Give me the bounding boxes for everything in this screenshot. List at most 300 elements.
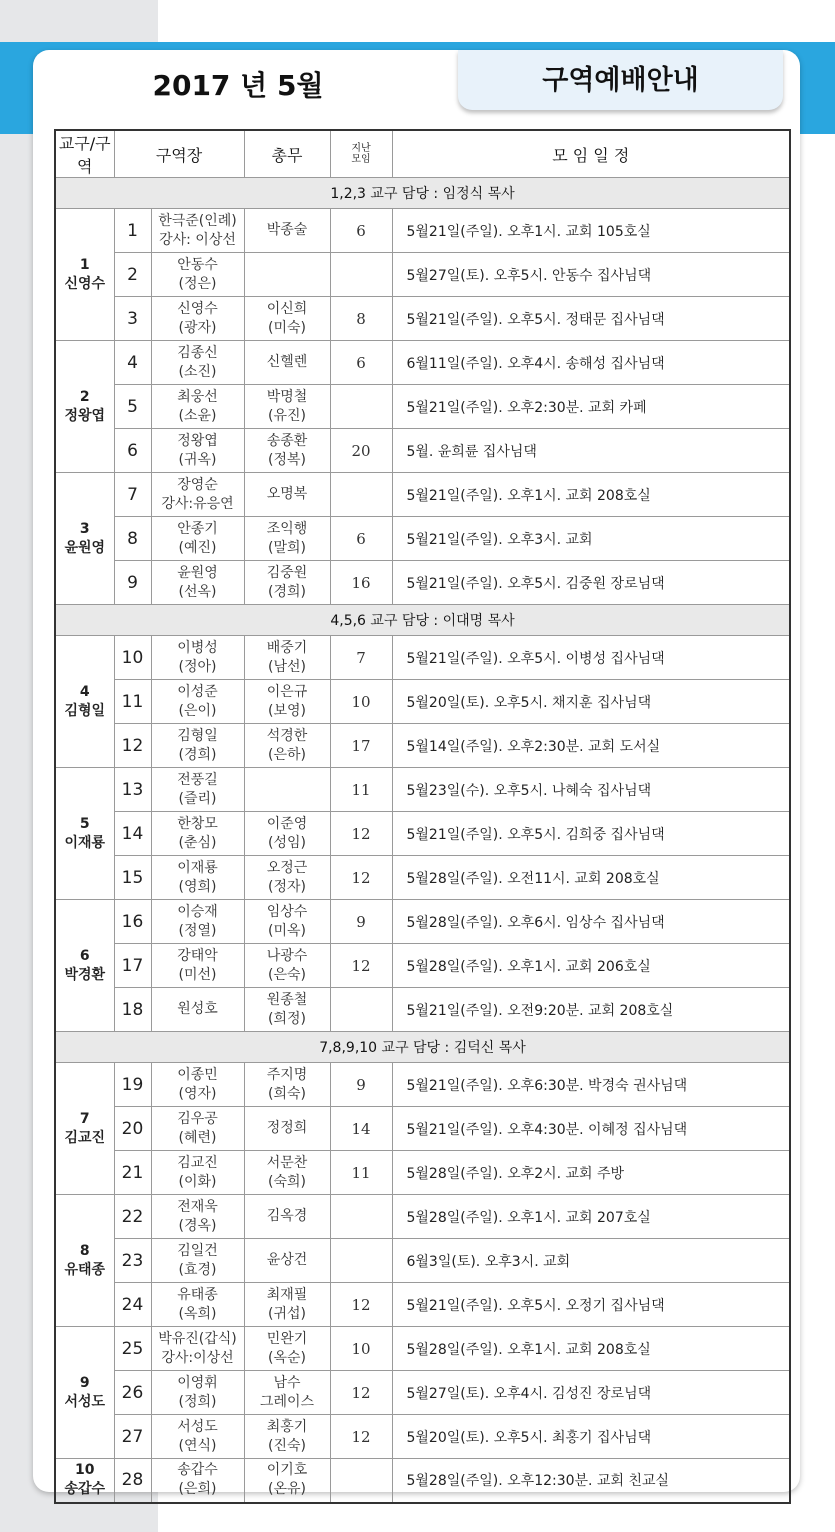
leader-name: 강태악 [177, 947, 218, 964]
last-meeting-count: 9 [330, 900, 392, 944]
leader-cell [151, 517, 244, 561]
section-header: 4,5,6 교구 담당 : 이대명 목사 [55, 605, 790, 636]
meeting-schedule: 5월21일(주일). 오후5시. 이병성 집사님댁 [392, 636, 790, 680]
secretary-cell [244, 385, 330, 429]
leader-name: 전풍길 [177, 771, 218, 788]
secretary-name: 주지명 [266, 1066, 308, 1083]
last-meeting-count: 12 [330, 812, 392, 856]
leader-name: 이성준 [177, 683, 218, 700]
leader-cell [151, 1415, 244, 1459]
meeting-schedule: 5월21일(주일). 오후3시. 교회 [392, 517, 790, 561]
leader-name: (효경) [178, 1261, 217, 1278]
secretary-cell [244, 1415, 330, 1459]
group-number: 16 [114, 900, 151, 944]
section-header-row [55, 1032, 790, 1063]
leader-cell [151, 341, 244, 385]
table-row [55, 1151, 790, 1195]
secretary-cell [244, 297, 330, 341]
secretary-name: (희숙) [268, 1085, 306, 1102]
leader-name: 장영순 [177, 476, 218, 493]
group-number: 19 [114, 1063, 151, 1107]
table-row [55, 341, 790, 385]
group-number: 3 [114, 297, 151, 341]
leader-cell [151, 1107, 244, 1151]
secretary-name: 송종환 [266, 432, 308, 449]
secretary-name: 오정근 [266, 859, 308, 876]
col-header-last-meeting [330, 130, 392, 178]
secretary-name: 이기호 [266, 1462, 308, 1479]
secretary-name: 정정희 [266, 1120, 308, 1136]
last-meeting-count [330, 1239, 392, 1283]
leader-name: 이병성 [177, 639, 218, 656]
page-title-date: 2017 년 5월 [152, 69, 324, 102]
table-row [55, 1327, 790, 1371]
secretary-name: 박명철 [266, 388, 308, 405]
meeting-schedule: 5월21일(주일). 오후4:30분. 이혜정 집사님댁 [392, 1107, 790, 1151]
leader-name: (혜련) [178, 1129, 217, 1146]
group-number: 11 [114, 680, 151, 724]
table-row [55, 1415, 790, 1459]
leader-cell [151, 1063, 244, 1107]
meeting-schedule: 5월28일(주일). 오후1시. 교회 207호실 [392, 1195, 790, 1239]
leader-cell [151, 1327, 244, 1371]
group-number: 23 [114, 1239, 151, 1283]
group-number: 10 [114, 636, 151, 680]
leader-name: (춘심) [178, 834, 217, 851]
district-cell [55, 636, 114, 768]
group-number: 18 [114, 988, 151, 1032]
secretary-name: 배중기 [266, 639, 308, 656]
leader-name: (영희) [178, 878, 217, 895]
leader-name: (즐리) [178, 790, 217, 807]
secretary-name: 임상수 [266, 903, 308, 920]
leader-name: (경희) [178, 746, 217, 763]
meeting-schedule: 5월28일(주일). 오후2시. 교회 주방 [392, 1151, 790, 1195]
leader-name: 김일건 [177, 1242, 218, 1259]
leader-name: 유태종 [177, 1286, 218, 1303]
leader-name: (정아) [178, 658, 217, 675]
secretary-name: 원종철 [266, 991, 308, 1008]
secretary-name: (숙희) [268, 1173, 306, 1190]
section-header: 1,2,3 교구 담당 : 임정식 목사 [55, 178, 790, 209]
group-number: 27 [114, 1415, 151, 1459]
table-row [55, 680, 790, 724]
secretary-name: 조익행 [266, 520, 308, 537]
secretary-name: (은숙) [268, 966, 306, 983]
district-label: 이재룡 [64, 834, 106, 851]
last-meeting-count: 10 [330, 680, 392, 724]
leader-cell [151, 856, 244, 900]
district-cell [55, 209, 114, 341]
last-meeting-count [330, 1459, 392, 1503]
table-row [55, 724, 790, 768]
district-cell [55, 473, 114, 605]
last-meeting-count: 17 [330, 724, 392, 768]
table-row [55, 1371, 790, 1415]
secretary-name: 김옥경 [266, 1208, 308, 1224]
leader-name: 이승재 [177, 903, 218, 920]
secretary-cell [244, 768, 330, 812]
leader-name: (소진) [178, 363, 217, 380]
leader-cell [151, 297, 244, 341]
group-number: 15 [114, 856, 151, 900]
meeting-schedule: 5월21일(주일). 오후5시. 김중원 장로님댁 [392, 561, 790, 605]
leader-name: 전재욱 [177, 1198, 218, 1215]
secretary-cell [244, 517, 330, 561]
secretary-name: (미옥) [268, 922, 306, 939]
secretary-name: 이신희 [266, 300, 308, 317]
secretary-name: 이준영 [266, 815, 308, 832]
district-label: 김형일 [64, 702, 106, 719]
secretary-name: 이은규 [266, 683, 308, 700]
last-meeting-count: 20 [330, 429, 392, 473]
table-row [55, 768, 790, 812]
schedule-card [33, 50, 800, 1498]
meeting-schedule: 5월21일(주일). 오전9:20분. 교회 208호실 [392, 988, 790, 1032]
leader-name: 이영휘 [177, 1374, 218, 1391]
leader-name: 안종기 [177, 520, 218, 537]
district-label: 신영수 [64, 275, 106, 292]
leader-name: (정열) [178, 922, 217, 939]
secretary-name: 최재필 [266, 1286, 308, 1303]
last-meeting-count: 11 [330, 768, 392, 812]
leader-name: (경옥) [178, 1217, 217, 1234]
district-label: 송갑수 [64, 1481, 106, 1498]
leader-name: 박유진(갑식) [158, 1330, 237, 1347]
secretary-name: 최홍기 [266, 1418, 308, 1435]
leader-cell [151, 768, 244, 812]
leader-cell [151, 385, 244, 429]
secretary-name: 민완기 [266, 1330, 308, 1347]
section-header-row [55, 178, 790, 209]
district-label: 6 [79, 947, 90, 964]
leader-name: 김종신 [177, 344, 218, 361]
secretary-cell [244, 1371, 330, 1415]
table-header-row [55, 130, 790, 178]
col-header-schedule: 모 임 일 정 [392, 130, 790, 178]
col-header-last-meeting-line: 지난 [351, 143, 371, 154]
leader-name: (연식) [178, 1437, 217, 1454]
group-number: 14 [114, 812, 151, 856]
secretary-cell [244, 561, 330, 605]
table-row [55, 988, 790, 1032]
table-body [55, 178, 790, 1503]
group-number: 7 [114, 473, 151, 517]
secretary-cell [244, 988, 330, 1032]
table-row [55, 1239, 790, 1283]
meeting-schedule: 5월27일(토). 오후5시. 안동수 집사님댁 [392, 253, 790, 297]
secretary-name: 남수 [273, 1374, 301, 1391]
district-cell [55, 1195, 114, 1327]
leader-cell [151, 944, 244, 988]
secretary-cell [244, 944, 330, 988]
secretary-name: (남선) [268, 658, 306, 675]
last-meeting-count [330, 988, 392, 1032]
secretary-cell [244, 1107, 330, 1151]
last-meeting-count: 12 [330, 944, 392, 988]
leader-cell [151, 812, 244, 856]
secretary-name: (옥순) [268, 1349, 306, 1366]
secretary-cell [244, 724, 330, 768]
secretary-name: (은하) [268, 746, 306, 763]
district-label: 윤원영 [64, 539, 106, 556]
leader-name: 윤원영 [177, 564, 218, 581]
secretary-name: (진숙) [268, 1437, 306, 1454]
secretary-cell [244, 429, 330, 473]
group-number: 5 [114, 385, 151, 429]
secretary-cell [244, 1283, 330, 1327]
leader-name: 원성호 [177, 1001, 218, 1017]
meeting-schedule: 6월11일(주일). 오후4시. 송해성 집사님댁 [392, 341, 790, 385]
col-header-leader: 구역장 [114, 130, 244, 178]
leader-name: (선옥) [178, 583, 217, 600]
leader-cell [151, 209, 244, 253]
group-number: 8 [114, 517, 151, 561]
leader-cell [151, 988, 244, 1032]
meeting-schedule: 5월21일(주일). 오후5시. 오정기 집사님댁 [392, 1283, 790, 1327]
secretary-name: (희정) [268, 1010, 306, 1027]
secretary-name: 김중원 [266, 564, 308, 581]
secretary-cell [244, 209, 330, 253]
table-row [55, 473, 790, 517]
meeting-schedule: 5월14일(주일). 오후2:30분. 교회 도서실 [392, 724, 790, 768]
leader-name: 강사: 이상선 [159, 231, 236, 248]
leader-cell [151, 253, 244, 297]
group-number: 6 [114, 429, 151, 473]
district-label: 2 [79, 388, 90, 405]
last-meeting-count: 6 [330, 209, 392, 253]
meeting-schedule: 6월3일(토). 오후3시. 교회 [392, 1239, 790, 1283]
schedule-table [54, 129, 791, 1504]
leader-name: 김형일 [177, 727, 218, 744]
secretary-name: 석경한 [266, 727, 308, 744]
last-meeting-count: 16 [330, 561, 392, 605]
leader-name: 이종민 [177, 1066, 218, 1083]
leader-name: 신영수 [177, 300, 218, 317]
meeting-schedule: 5월. 윤희륜 집사님댁 [392, 429, 790, 473]
leader-name: (은이) [178, 702, 217, 719]
group-number: 28 [114, 1459, 151, 1503]
district-label: 5 [79, 815, 90, 832]
secretary-name: 오명복 [266, 486, 308, 502]
district-cell [55, 1327, 114, 1459]
meeting-schedule: 5월28일(주일). 오후12:30분. 교회 친교실 [392, 1459, 790, 1503]
table-row [55, 944, 790, 988]
secretary-cell [244, 1151, 330, 1195]
secretary-name: 서문찬 [266, 1154, 308, 1171]
table-row [55, 429, 790, 473]
secretary-name: (성임) [268, 834, 306, 851]
last-meeting-count: 12 [330, 856, 392, 900]
secretary-cell [244, 1459, 330, 1503]
leader-name: (은희) [178, 1481, 217, 1498]
leader-cell [151, 680, 244, 724]
group-number: 12 [114, 724, 151, 768]
secretary-name: 윤상건 [266, 1252, 308, 1268]
leader-cell [151, 1371, 244, 1415]
district-label: 서성도 [64, 1393, 106, 1410]
leader-name: (광자) [178, 319, 217, 336]
section-header: 7,8,9,10 교구 담당 : 김덕신 목사 [55, 1032, 790, 1063]
group-number: 1 [114, 209, 151, 253]
last-meeting-count: 6 [330, 517, 392, 561]
district-cell [55, 1459, 114, 1503]
last-meeting-count: 8 [330, 297, 392, 341]
group-number: 4 [114, 341, 151, 385]
table-row [55, 1107, 790, 1151]
leader-name: (영자) [178, 1085, 217, 1102]
meeting-schedule: 5월20일(토). 오후5시. 채지훈 집사님댁 [392, 680, 790, 724]
district-label: 10 [75, 1462, 95, 1479]
leader-cell [151, 1283, 244, 1327]
leader-cell [151, 636, 244, 680]
district-cell [55, 900, 114, 1032]
group-number: 17 [114, 944, 151, 988]
meeting-schedule: 5월20일(토). 오후5시. 최홍기 집사님댁 [392, 1415, 790, 1459]
meeting-schedule: 5월21일(주일). 오후1시. 교회 105호실 [392, 209, 790, 253]
leader-name: 강사:이상선 [161, 1349, 234, 1366]
table-row [55, 209, 790, 253]
leader-name: 한창모 [177, 815, 218, 832]
district-label: 8 [79, 1242, 90, 1259]
secretary-cell [244, 636, 330, 680]
last-meeting-count [330, 1195, 392, 1239]
leader-name: 김교진 [177, 1154, 218, 1171]
leader-name: 정왕엽 [177, 432, 218, 449]
secretary-name: (보영) [268, 702, 306, 719]
district-label: 김교진 [64, 1129, 106, 1146]
secretary-name: (경희) [268, 583, 306, 600]
table-row [55, 1283, 790, 1327]
district-label: 4 [79, 683, 90, 700]
meeting-schedule: 5월28일(주일). 오후1시. 교회 208호실 [392, 1327, 790, 1371]
table-row [55, 253, 790, 297]
district-cell [55, 1063, 114, 1195]
last-meeting-count: 14 [330, 1107, 392, 1151]
secretary-name: (유진) [268, 407, 306, 424]
table-row [55, 561, 790, 605]
last-meeting-count: 7 [330, 636, 392, 680]
secretary-cell [244, 1195, 330, 1239]
district-label: 3 [79, 520, 90, 537]
secretary-cell [244, 680, 330, 724]
meeting-schedule: 5월28일(주일). 오전11시. 교회 208호실 [392, 856, 790, 900]
group-number: 21 [114, 1151, 151, 1195]
col-header-secretary: 총무 [244, 130, 330, 178]
leader-cell [151, 900, 244, 944]
leader-name: 최웅선 [177, 388, 218, 405]
secretary-name: (귀섭) [268, 1305, 306, 1322]
last-meeting-count: 9 [330, 1063, 392, 1107]
secretary-cell [244, 473, 330, 517]
group-number: 24 [114, 1283, 151, 1327]
secretary-cell [244, 1239, 330, 1283]
table-row [55, 636, 790, 680]
meeting-schedule: 5월23일(수). 오후5시. 나혜숙 집사님댁 [392, 768, 790, 812]
district-label: 유태종 [64, 1261, 106, 1278]
leader-cell [151, 473, 244, 517]
district-label: 1 [79, 256, 90, 273]
last-meeting-count: 12 [330, 1283, 392, 1327]
group-number: 13 [114, 768, 151, 812]
last-meeting-count [330, 385, 392, 429]
leader-name: 송갑수 [177, 1462, 218, 1479]
secretary-name: 나광수 [266, 947, 308, 964]
table-row [55, 856, 790, 900]
group-number: 20 [114, 1107, 151, 1151]
leader-name: 한극준(인례) [158, 212, 237, 229]
secretary-cell [244, 900, 330, 944]
secretary-name: 신헬렌 [266, 354, 308, 370]
meeting-schedule: 5월21일(주일). 오후5시. 정태문 집사님댁 [392, 297, 790, 341]
last-meeting-count: 12 [330, 1415, 392, 1459]
group-number: 22 [114, 1195, 151, 1239]
district-cell [55, 768, 114, 900]
last-meeting-count [330, 473, 392, 517]
secretary-name: (정자) [268, 878, 306, 895]
leader-cell [151, 724, 244, 768]
last-meeting-count: 11 [330, 1151, 392, 1195]
table-row [55, 297, 790, 341]
secretary-cell [244, 812, 330, 856]
group-number: 25 [114, 1327, 151, 1371]
meeting-schedule: 5월28일(주일). 오후1시. 교회 206호실 [392, 944, 790, 988]
table-row [55, 517, 790, 561]
secretary-name: (정복) [268, 451, 306, 468]
table-row [55, 900, 790, 944]
leader-name: 이재룡 [177, 859, 218, 876]
group-number: 9 [114, 561, 151, 605]
col-header-last-meeting-line: 모임 [351, 154, 371, 165]
leader-cell [151, 1459, 244, 1503]
page-title-tab: 구역예배안내 [458, 50, 783, 110]
meeting-schedule: 5월28일(주일). 오후6시. 임상수 집사님댁 [392, 900, 790, 944]
leader-name: 안동수 [177, 256, 218, 273]
table-row [55, 1063, 790, 1107]
secretary-cell [244, 1327, 330, 1371]
leader-name: (소윤) [178, 407, 217, 424]
secretary-name: 박종술 [266, 222, 308, 238]
secretary-cell [244, 341, 330, 385]
last-meeting-count: 10 [330, 1327, 392, 1371]
col-header-district: 교구/구역 [55, 130, 114, 178]
last-meeting-count: 12 [330, 1371, 392, 1415]
leader-name: (귀옥) [178, 451, 217, 468]
secretary-name: (미숙) [268, 319, 306, 336]
district-cell [55, 341, 114, 473]
leader-name: (옥희) [178, 1305, 217, 1322]
group-number: 26 [114, 1371, 151, 1415]
secretary-cell [244, 1063, 330, 1107]
district-label: 7 [79, 1110, 90, 1127]
district-label: 9 [79, 1374, 90, 1391]
table-row [55, 385, 790, 429]
district-label: 박경환 [64, 966, 106, 983]
leader-name: (예진) [178, 539, 217, 556]
table-row [55, 1459, 790, 1503]
leader-name: (정은) [178, 275, 217, 292]
last-meeting-count [330, 253, 392, 297]
secretary-cell [244, 856, 330, 900]
leader-name: (미선) [178, 966, 217, 983]
group-number: 2 [114, 253, 151, 297]
secretary-name: (말희) [268, 539, 306, 556]
leader-cell [151, 429, 244, 473]
leader-name: (정희) [178, 1393, 217, 1410]
leader-cell [151, 1239, 244, 1283]
leader-cell [151, 1151, 244, 1195]
leader-name: (이화) [178, 1173, 217, 1190]
